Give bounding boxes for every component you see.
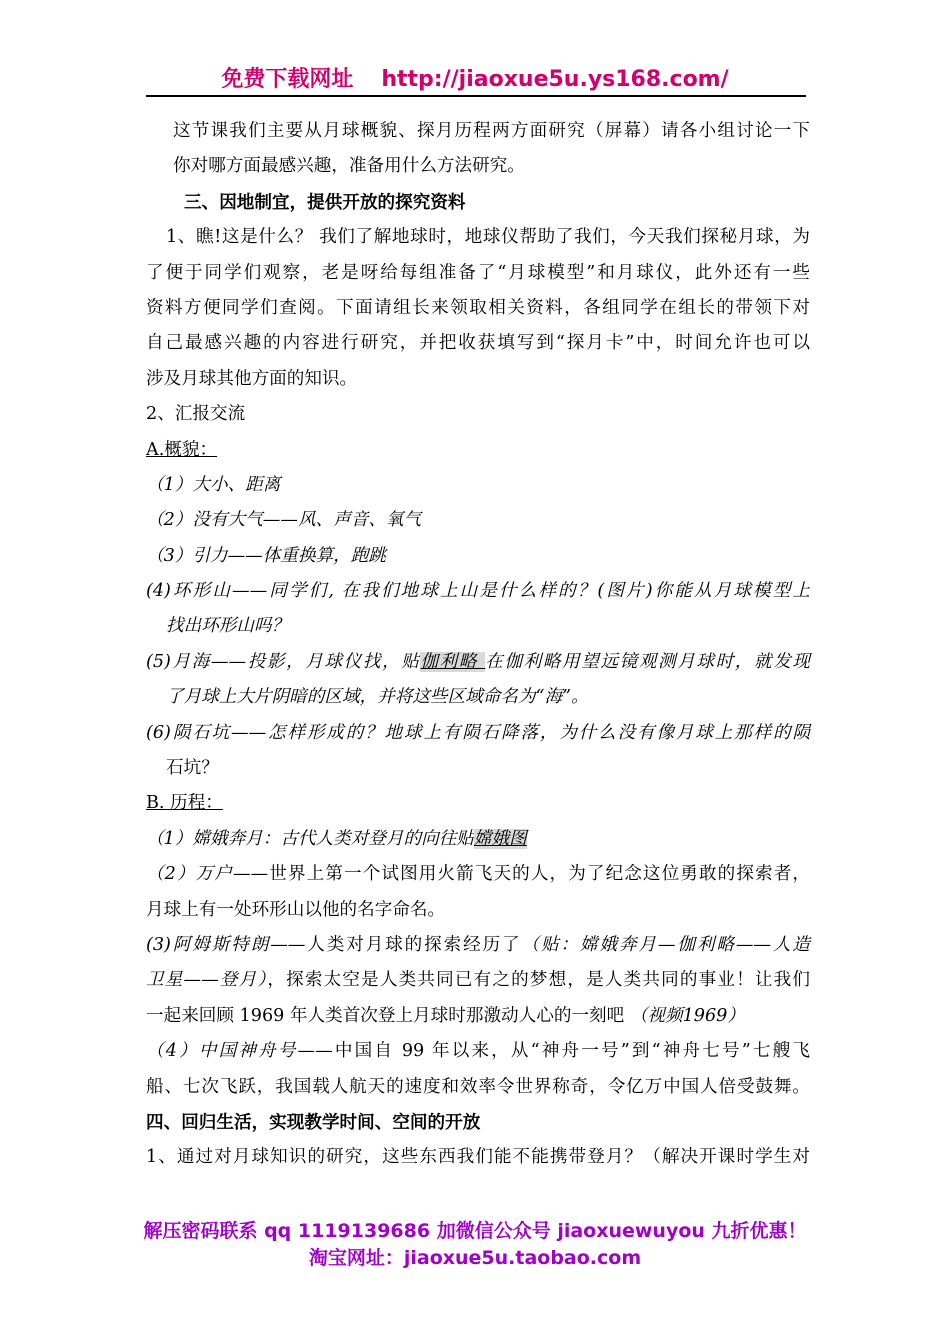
paragraph-line: 这节课我们主要从月球概貌、探月历程两方面研究（屏幕）请各小组讨论一下 — [173, 121, 810, 141]
highlighted-sticker-galileo: 伽利略 — [420, 651, 486, 672]
list-item-text: (6)陨石坑——怎样形成的？地球上有陨石降落，为什么没有像月球上那样的陨 — [146, 722, 810, 743]
list-item-text: 卫星——登月） — [146, 970, 268, 991]
list-item — [146, 1034, 810, 1069]
list-item — [146, 857, 810, 892]
download-header — [0, 62, 950, 93]
paragraph-line: 1、通过对月球知识的研究，这些东西我们能不能携带登月？（解决开课时学生对 — [146, 1147, 810, 1168]
list-item-text: (5)月海——投影，月球仪找，贴 — [146, 651, 421, 672]
list-item-continuation — [146, 963, 810, 998]
paragraph-line: 资料方便同学们查阅。下面请组长来领取相关资料，各组同学在组长的带领下对 — [146, 297, 810, 318]
subsection-title-b — [146, 786, 810, 821]
list-item-text: （1）嫦娥奔月：古代人类对登月的向往贴 — [146, 828, 474, 849]
paragraph-line: 1、瞧!这是什么？ 我们了解地球时，地球仪帮助了我们，今天我们探秘月球，为 — [166, 227, 810, 248]
list-item-text: ，探索太空是人类共同已有之的梦想，是人类共同的事业！让我们 — [267, 970, 810, 991]
footer-contact: 解压密码联系 qq 1119139686 加微信公众号 jiaoxuewuyou 九折优惠！ — [143, 1220, 807, 1242]
paragraph-line: 涉及月球其他方面的知识。 — [146, 368, 358, 389]
list-item-text: （2）万户 — [146, 864, 234, 885]
subsection-title-b-text: B. 历程： — [146, 793, 223, 814]
list-item: (4)环形山——同学们, 在我们地球上山是什么样的？(图片)你能从月球模型上 — [146, 581, 810, 602]
list-item-text: （贴：嫦娥奔月—伽利略——人造 — [521, 934, 810, 955]
list-item-text: (3)阿姆斯特朗— — [146, 934, 288, 955]
list-item: （3）引力——体重换算，跑跳 — [146, 545, 386, 566]
list-item-text: （4）中国神舟号 — [146, 1041, 298, 1062]
list-item: （1）大小、距离 — [146, 474, 281, 495]
header-divider — [146, 95, 806, 97]
list-item-text: ——中国自 99 年以来，从“神舟一号”到“神舟七号”七艘飞 — [297, 1041, 810, 1062]
list-item-text: （视频1969） — [629, 1005, 745, 1026]
header-label: 免费下载网址 — [221, 67, 354, 92]
header-url-link[interactable]: http://jiaoxue5u.ys168.com/ — [381, 67, 729, 92]
paragraph-line: 你对哪方面最感兴趣，准备用什么方法研究。 — [173, 156, 525, 177]
list-item-continuation: 石坑？ — [166, 758, 219, 779]
section-heading-4: 四、回归生活，实现教学时间、空间的开放 — [146, 1111, 481, 1133]
list-item-continuation: 船、七次飞跃，我国载人航天的速度和效率令世界称奇，令亿万中国人倍受鼓舞。 — [146, 1076, 810, 1097]
list-item-text: —人类对月球的探索经历了 — [287, 934, 522, 955]
list-item-text: ——世界上第一个试图用火箭飞天的人，为了纪念这位勇敢的探索者， — [233, 864, 810, 885]
document-body — [146, 114, 810, 1176]
list-item-continuation — [146, 999, 810, 1034]
list-item: （2）没有大气——风、声音、氧气 — [146, 510, 422, 531]
footer-taobao-link[interactable]: 淘宝网址：jiaoxue5u.taobao.com — [308, 1247, 642, 1269]
list-item-text: 在伽利略用望远镜观测月球时，就发现 — [485, 651, 810, 672]
paragraph-line: 2、汇报交流 — [146, 404, 246, 425]
list-item-continuation: 月球上有一处环形山以他的名字命名。 — [146, 899, 446, 920]
list-item — [146, 716, 810, 751]
list-item — [146, 645, 810, 680]
list-item-continuation: 找出环形山吗？ — [166, 616, 290, 637]
highlighted-sticker-change: 嫦娥图 — [473, 828, 527, 849]
list-item-continuation: 了月球上大片阴暗的区域，并将这些区域命名为“海”。 — [166, 687, 589, 708]
subsection-title-a-text: A.概貌： — [146, 439, 218, 460]
section-heading-3: 三、因地制宜，提供开放的探究资料 — [184, 191, 466, 213]
list-item — [146, 822, 810, 857]
paragraph-line: 自己最感兴趣的内容进行研究，并把收获填写到“探月卡”中，时间允许也可以 — [146, 333, 810, 354]
paragraph-line: 了便于同学们观察，老是呀给每组准备了“月球模型”和月球仪，此外还有一些 — [146, 262, 810, 283]
list-item-text: 一起来回顾 1969 年人类首次登上月球时那激动人心的一刻吧 — [146, 1005, 630, 1026]
list-item — [146, 928, 810, 963]
subsection-title-a — [146, 433, 810, 468]
